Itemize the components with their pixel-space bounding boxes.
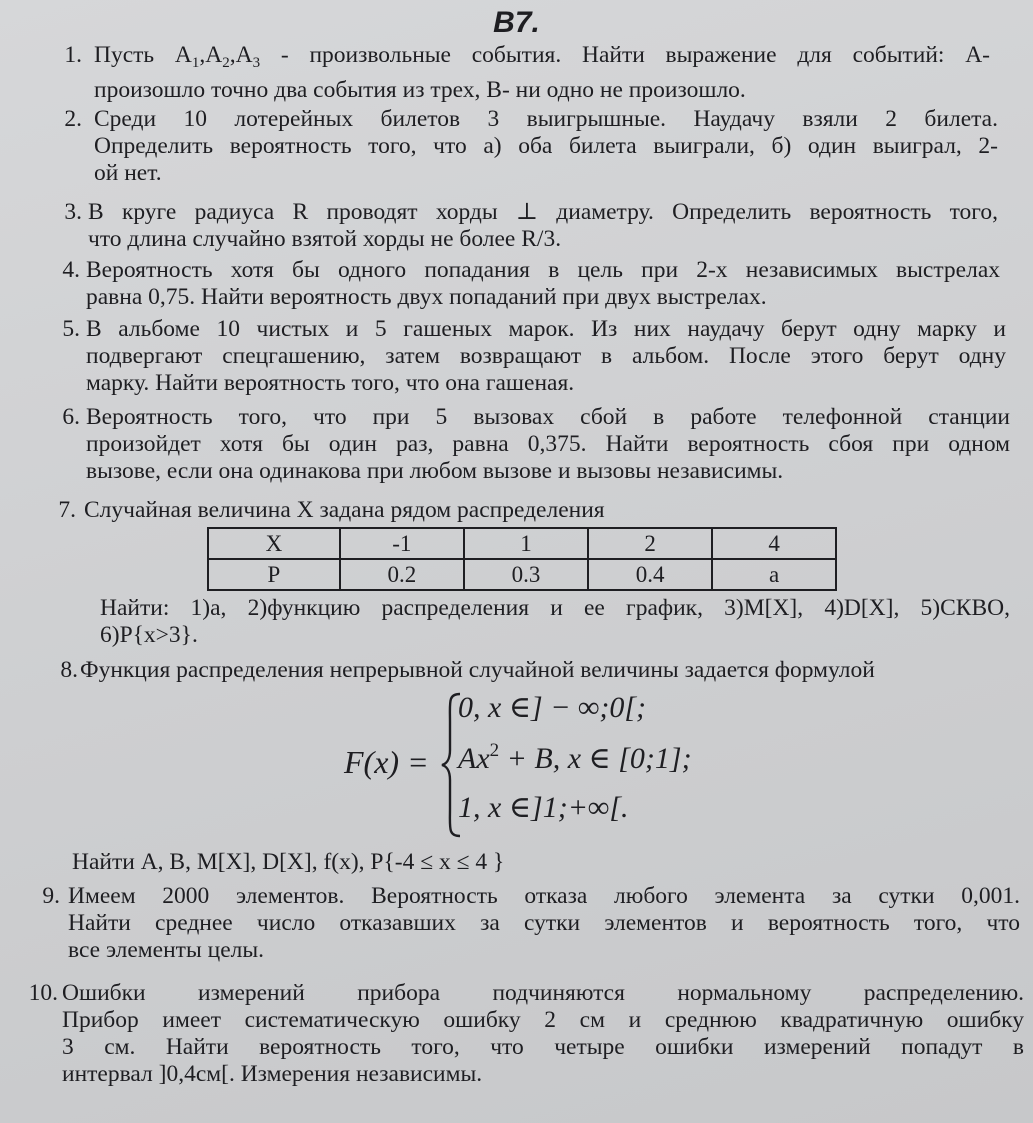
task-line: Найти A, B, M[X], D[X], f(x), P{-4 ≤ x ≤ 4 }	[72, 849, 505, 875]
task-line: Вероятность хотя бы одного попадания в цель при 2-х независимых выстрелах	[86, 257, 1000, 283]
task-10	[20, 980, 1024, 1088]
task-number: 7.	[58, 497, 76, 523]
task-5	[48, 316, 1006, 397]
task-line: Прибор имеет систематическую ошибку 2 см и среднюю квадратичную ошибку	[62, 1007, 1024, 1033]
table-cell: 4	[712, 528, 836, 559]
table-cell: 0.2	[340, 559, 464, 590]
table-cell: 0.4	[588, 559, 712, 590]
task-7	[44, 497, 1004, 524]
table-cell: X	[208, 528, 340, 559]
task-4	[48, 257, 1000, 311]
task-line: Найти: 1)a, 2)функцию распределения и ее график, 3)M[X], 4)D[X], 5)СКВО,	[100, 595, 1010, 621]
task-line: ой нет.	[94, 160, 162, 186]
task-number: 8.	[60, 657, 78, 683]
table-cell: 2	[588, 528, 712, 559]
task-line: подвергают спецгашению, затем возвращают в альбом. После этого берут одну	[86, 343, 1006, 369]
task-line: Найти среднее число отказавших за сутки элементов и вероятность того, что	[68, 910, 1020, 936]
formula-case-2-text: $Ax^2 + B$, x ∈ [0;1];	[458, 740, 692, 775]
table-cell: 0.3	[464, 559, 588, 590]
task-number: 9.	[42, 883, 60, 909]
task-line	[94, 42, 990, 77]
table-row	[208, 528, 836, 559]
task-line: Случайная величина X задана рядом распределения	[84, 497, 605, 523]
variant-title: B7.	[493, 6, 540, 39]
task-line: Определить вероятность того, что а) оба билета выиграли, б) один выиграл, 2-	[94, 133, 998, 159]
task-line: равна 0,75. Найти вероятность двух попаданий при двух выстрелах.	[86, 284, 767, 310]
task-number: 2.	[64, 106, 82, 132]
table-cell: a	[712, 559, 836, 590]
task-number: 10.	[28, 980, 58, 1006]
task-line: произойдет хотя бы один раз, равна 0,375. Найти вероятность сбоя при одном	[86, 431, 1010, 457]
table-cell: P	[208, 559, 340, 590]
task-2	[50, 106, 998, 187]
table-row	[208, 559, 836, 590]
task-line: интервал ]0,4см[. Измерения независимы.	[62, 1061, 483, 1087]
task-number: 4.	[62, 257, 80, 283]
formula-case-2	[458, 740, 692, 776]
task-line: произошло точно два события из трех, B- ни одно не произошло.	[94, 77, 746, 103]
task-line: В круге радиуса R проводят хорды ⊥ диаметру. Определить вероятность того,	[88, 199, 998, 225]
task-number: 3.	[64, 199, 82, 225]
task-8	[44, 657, 1014, 684]
formula-lhs: F(x) =	[344, 744, 429, 780]
task-1	[50, 42, 990, 104]
task-text: Пусть $A_1,A_2,A_3$ - произвольные события. Найти выражение для событий: A-	[94, 42, 991, 71]
formula-case-3: 1, x ∈]1;+∞[.	[458, 791, 629, 824]
table-cell: -1	[340, 528, 464, 559]
task-line: Среди 10 лотерейных билетов 3 выигрышные. Наудачу взяли 2 билета.	[94, 106, 998, 132]
task-line: 3 см. Найти вероятность того, что четыре ошибки измерений попадут в	[62, 1034, 1024, 1060]
task-line: Вероятность того, что при 5 вызовах сбой в работе телефонной станции	[86, 404, 1010, 430]
task-line: 6)P{x>3}.	[100, 622, 198, 648]
task-9	[24, 883, 1020, 964]
task-line: Функция распределения непрерывной случайной величины задается формулой	[80, 657, 875, 683]
task-7-find	[100, 595, 1010, 649]
task-line: марку. Найти вероятность того, что она гашеная.	[86, 370, 575, 396]
task-number: 5.	[62, 316, 80, 342]
formula-case-1: 0, x ∈] − ∞;0[;	[458, 691, 646, 724]
task-line: что длина случайно взятой хорды не более R/3.	[88, 226, 562, 252]
distribution-table	[207, 527, 837, 591]
task-3	[50, 199, 998, 253]
task-line: В альбоме 10 чистых и 5 гашеных марок. Из них наудачу берут одну марку и	[86, 316, 1006, 342]
task-number: 6.	[62, 404, 80, 430]
task-line: Имеем 2000 элементов. Вероятность отказа любого элемента за сутки 0,001.	[68, 883, 1020, 909]
task-line: все элементы целы.	[68, 937, 265, 963]
task-6	[48, 404, 1010, 485]
task-number: 1.	[64, 42, 82, 68]
table-cell: 1	[464, 528, 588, 559]
task-8-find	[72, 849, 972, 876]
task-line: Ошибки измерений прибора подчиняются нормальному распределению.	[62, 980, 1024, 1006]
distribution-formula	[340, 688, 760, 838]
task-line: вызове, если она одинакова при любом вызове и вызовы независимы.	[86, 458, 784, 484]
